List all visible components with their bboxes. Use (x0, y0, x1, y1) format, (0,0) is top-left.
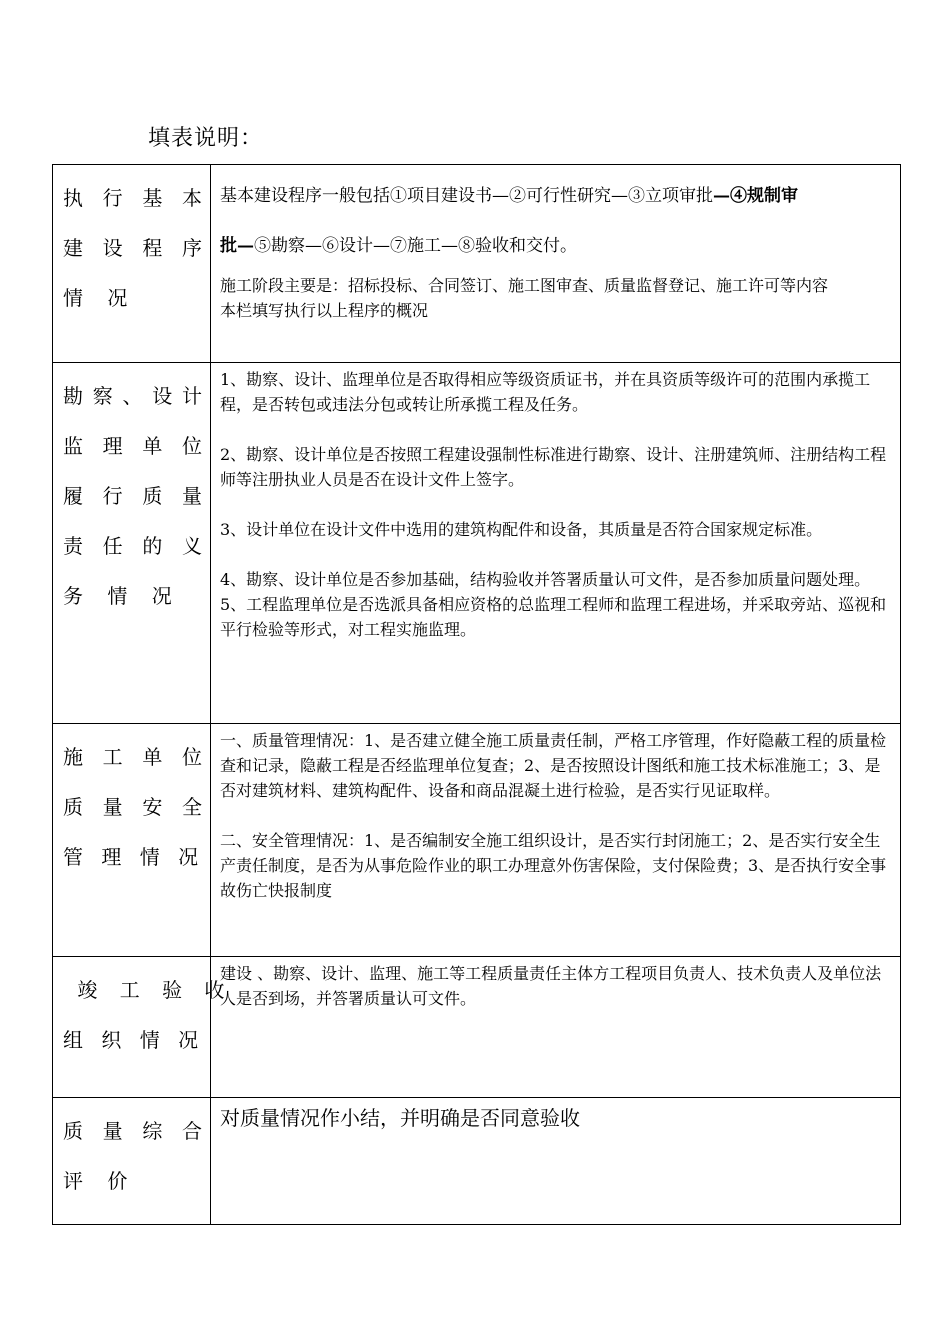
quality-management-paragraph: 一、质量管理情况：1、是否建立健全施工质量责任制，严格工序管理，作好隐蔽工程的质量检查和记录，隐蔽工程是否经监理单位复查；2、是否按照设计图纸和施工技术标准施工；3、是否对建筑材料、建筑构配件、设备和商品混凝土进行检验，是否实行见证取样。 (220, 731, 887, 800)
procedure-bold-text: —④规制审 (713, 186, 798, 206)
acceptance-paragraph: 建设 、勘察、设计、监理、施工等工程质量责任主体方工程项目负责人、技术负责人及单位法人是否到场，并答署质量认可文件。 (220, 964, 882, 1008)
label-line: 履 行 质 量 (63, 484, 202, 508)
label-line: 监 理 单 位 (63, 434, 202, 458)
procedure-text: ⑤勘察—⑥设计—⑦施工—⑧验收和交付。 (254, 236, 577, 256)
label-line: 评 价 (63, 1169, 137, 1193)
construction-stage-note: 施工阶段主要是：招标投标、合同签订、施工图审查、质量监督登记、施工许可等内容 (220, 276, 829, 295)
table-row (53, 1098, 901, 1225)
label-line: 施 工 单 位 (63, 745, 202, 769)
table-row (53, 957, 901, 1098)
label-line: 情 况 (63, 286, 137, 310)
row-label-cell (53, 1098, 211, 1225)
safety-management-paragraph: 二、安全管理情况：1、是否编制安全施工组织设计，是否实行封闭施工；2、是否实行安全生产责任制度，是否为从事危险作业的职工办理意外伤害保险，支付保险费；3、是否执行安全事故伤亡快报制度 (220, 831, 887, 900)
item-paragraph: 2、勘察、设计单位是否按照工程建设强制性标准进行勘察、设计、注册建筑师、注册结构工程师等注册执业人员是否在设计文件上签字。 (220, 445, 887, 489)
row-label-cell (53, 957, 233, 1098)
row-content-cell (211, 1098, 901, 1225)
row-content-cell (211, 363, 901, 724)
item-paragraph: 1、勘察、设计、监理单位是否取得相应等级资质证书，并在具资质等级许可的范围内承揽工程，是否转包或违法分包或转让所承揽工程及任务。 (220, 370, 871, 414)
row-label-cell (53, 165, 211, 363)
table-row (53, 724, 901, 957)
label-line: 建 设 程 序 (63, 236, 202, 260)
label-line: 务 情 况 (63, 584, 181, 608)
row-content-cell (211, 165, 901, 363)
label-line: 管 理 情 况 (63, 845, 205, 869)
label-line: 勘察、设计 (63, 384, 202, 408)
label-line: 竣 工 验 收 (63, 978, 233, 1002)
procedure-bold-text: 批— (220, 236, 254, 256)
label-line: 执 行 基 本 (63, 186, 202, 210)
row-label-cell (53, 724, 211, 957)
item-paragraph: 4、勘察、设计单位是否参加基础，结构验收并答署质量认可文件，是否参加质量问题处理。 (220, 570, 871, 589)
explanation-table (52, 164, 901, 1225)
procedure-sequence (220, 171, 890, 271)
row-label-cell (53, 363, 211, 724)
label-line: 组 织 情 况 (63, 1028, 205, 1052)
fill-instruction: 本栏填写执行以上程序的概况 (220, 301, 429, 320)
label-line: 责 任 的 义 (63, 534, 202, 558)
item-paragraph: 5、工程监理单位是否选派具备相应资格的总监理工程师和监理工程进场，并采取旁站、巡视和平行检验等形式，对工程实施监理。 (220, 595, 887, 639)
row-content-cell (211, 957, 901, 1098)
label-line: 质 量 综 合 (63, 1119, 202, 1143)
evaluation-paragraph: 对质量情况作小结，并明确是否同意验收 (220, 1106, 580, 1130)
table-row (53, 363, 901, 724)
procedure-text: 基本建设程序一般包括①项目建设书—②可行性研究—③立项审批 (220, 186, 713, 206)
table-row (53, 165, 901, 363)
label-line: 质 量 安 全 (63, 795, 202, 819)
row-content-cell (211, 724, 901, 957)
item-paragraph: 3、设计单位在设计文件中选用的建筑构配件和设备，其质量是否符合国家规定标准。 (220, 520, 823, 539)
page-title: 填表说明： (148, 126, 264, 151)
